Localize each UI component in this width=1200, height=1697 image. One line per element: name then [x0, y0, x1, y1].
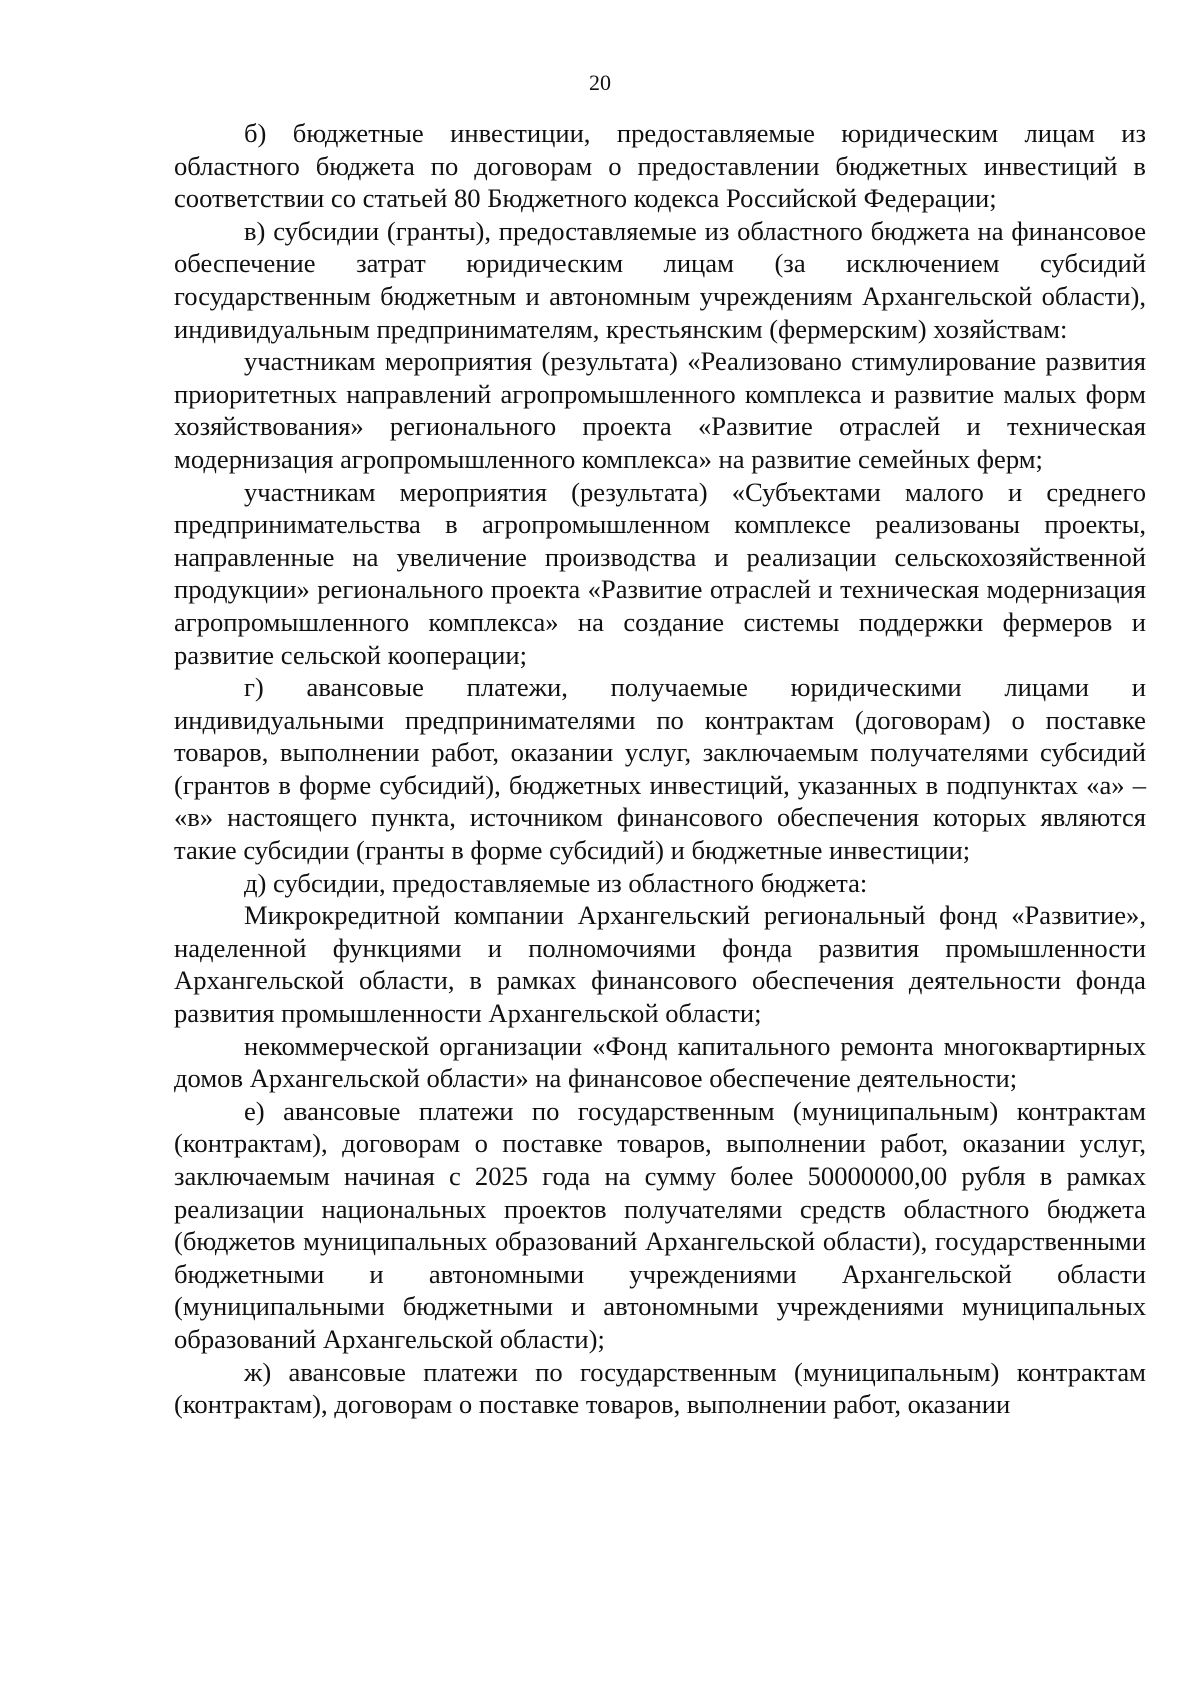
- paragraph-e-advance-payments: е) авансовые платежи по государственным (муниципальным) контрактам (контрактам), договорам о поставке товаров, выполнении работ, оказании услуг, заключаемым начиная с 2025 года на сумму более 50000000,00 рубля в рамках реализации национальных проектов получателями средств областного бюджета (бюджетов муниципальных образований Архангельской области), государственными бюджетными и автономными учреждениями Архангельской области (муниципальными бюджетными и автономными учреждениями муниципальных образований Архангельской области);: [174, 1095, 1146, 1354]
- paragraph-g-advance-payments: г) авансовые платежи, получаемые юридическими лицами и индивидуальными предпринимателями по контрактам (договорам) о поставке товаров, выполнении работ, оказании услуг, заключаемым получателями субсидий (грантов в форме субсидий), бюджетных инвестиций, указанных в подпунктах «а» – «в» настоящего пункта, источником финансового обеспечения которых являются такие субсидии (гранты в форме субсидий) и бюджетные инвестиции;: [174, 672, 1146, 866]
- paragraph-microcredit-company: Микрокредитной компании Архангельский региональный фонд «Развитие», наделенной функциями и полномочиями фонда развития промышленности Архангельской области, в рамках финансового обеспечения деятельности фонда развития промышленности Архангельской области;: [174, 900, 1146, 1029]
- page-number: 20: [589, 70, 611, 95]
- paragraph-zh-advance-payments: ж) авансовые платежи по государственным (муниципальным) контрактам (контрактам), договорам о поставке товаров, выполнении работ, оказании: [174, 1356, 1146, 1420]
- paragraph-capital-repair-fund: некоммерческой организации «Фонд капитального ремонта многоквартирных домов Архангельской области» на финансовое обеспечение деятельности;: [174, 1030, 1146, 1094]
- document-body: [174, 117, 1146, 1421]
- paragraph-family-farms: участникам мероприятия (результата) «Реализовано стимулирование развития приоритетных направлений агропромышленного комплекса и развитие малых форм хозяйствования» регионального проекта «Развитие отраслей и техническая модернизация агропромышленного комплекса» на развитие семейных ферм;: [174, 346, 1146, 474]
- paragraph-v-subsidies-grants: в) субсидии (гранты), предоставляемые из областного бюджета на финансовое обеспечение затрат юридическим лицам (за исключением субсидий государственным бюджетным и автономным учреждениям Архангельской области), индивидуальным предпринимателям, крестьянским (фермерским) хозяйствам:: [174, 215, 1146, 344]
- paragraph-farmer-support: участникам мероприятия (результата) «Субъектами малого и среднего предпринимательства в агропромышленном комплексе реализованы проекты, направленные на увеличение производства и реализации сельскохозяйственной продукции» регионального проекта «Развитие отраслей и техническая модернизация агропромышленного комплекса» на создание системы поддержки фермеров и развитие сельской кооперации;: [174, 476, 1146, 670]
- paragraph-b-budget-investments: б) бюджетные инвестиции, предоставляемые юридическим лицам из областного бюджета по договорам о предоставлении бюджетных инвестиций в соответствии со статьей 80 Бюджетного кодекса Российской Федерации;: [174, 118, 1146, 214]
- paragraph-d-subsidies: д) субсидии, предоставляемые из областного бюджета:: [244, 867, 868, 898]
